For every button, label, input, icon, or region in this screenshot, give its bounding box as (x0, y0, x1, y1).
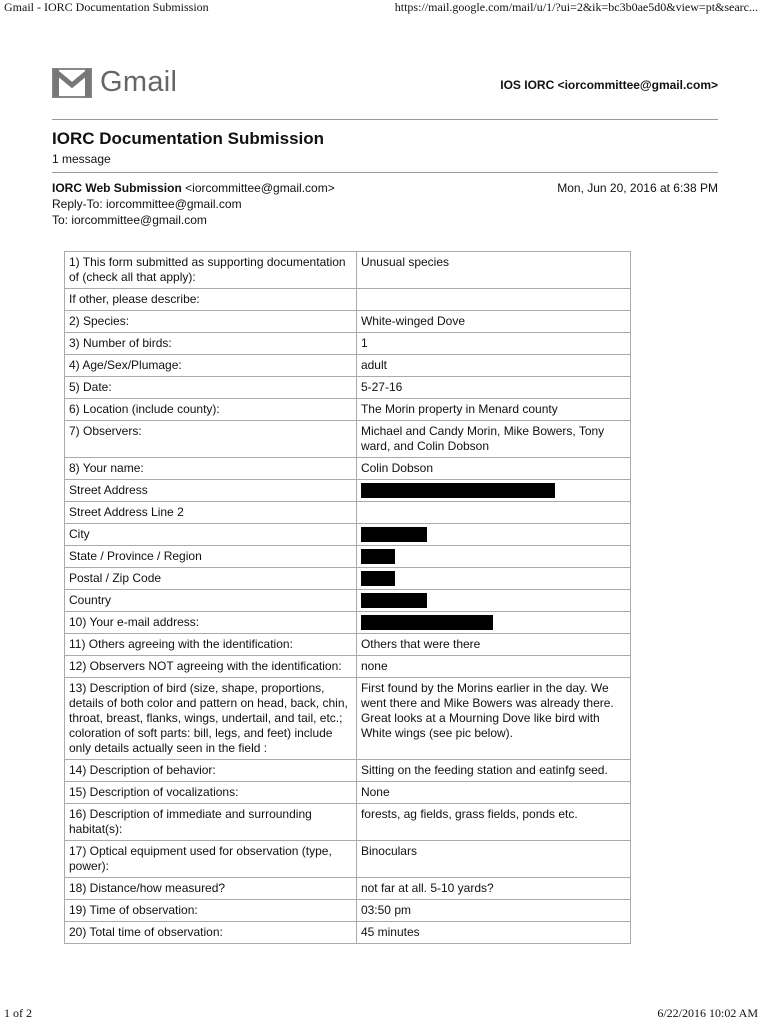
answer-cell: Colin Dobson (356, 458, 630, 480)
answer-cell: Sitting on the feeding station and eatinfg seed. (356, 760, 630, 782)
table-row (65, 900, 631, 922)
question-cell: 10) Your e-mail address: (65, 612, 357, 634)
answer-cell (356, 546, 630, 568)
table-row (65, 480, 631, 502)
answer-cell: 03:50 pm (356, 900, 630, 922)
message-count: 1 message (52, 152, 111, 166)
question-cell: Street Address Line 2 (65, 502, 357, 524)
answer-cell: 5-27-16 (356, 377, 630, 399)
table-row (65, 546, 631, 568)
account-label: IOS IORC <iorcommittee@gmail.com> (500, 78, 718, 92)
gmail-wordmark: Gmail (100, 66, 178, 98)
question-cell: Street Address (65, 480, 357, 502)
question-cell: 16) Description of immediate and surrounding habitat(s): (65, 804, 357, 841)
question-cell: 14) Description of behavior: (65, 760, 357, 782)
redaction-block (361, 615, 493, 630)
table-row (65, 760, 631, 782)
question-cell: State / Province / Region (65, 546, 357, 568)
redaction-block (361, 571, 395, 586)
table-row (65, 252, 631, 289)
gmail-m-icon (52, 68, 92, 98)
question-cell: 7) Observers: (65, 421, 357, 458)
question-cell: 1) This form submitted as supporting documentation of (check all that apply): (65, 252, 357, 289)
question-cell: 5) Date: (65, 377, 357, 399)
question-cell: 12) Observers NOT agreeing with the identification: (65, 656, 357, 678)
sender-email: <iorcommittee@gmail.com> (185, 181, 335, 195)
redaction-block (361, 527, 427, 542)
question-cell: If other, please describe: (65, 289, 357, 311)
answer-cell (356, 568, 630, 590)
thread-subject: IORC Documentation Submission (52, 129, 325, 148)
table-row (65, 524, 631, 546)
question-cell: 6) Location (include county): (65, 399, 357, 421)
table-row (65, 502, 631, 524)
answer-cell: White-winged Dove (356, 311, 630, 333)
answer-cell (356, 524, 630, 546)
message-meta (52, 180, 718, 228)
question-cell: 11) Others agreeing with the identification: (65, 634, 357, 656)
table-row (65, 804, 631, 841)
to-recipient: To: iorcommittee@gmail.com (52, 213, 207, 227)
question-cell: 3) Number of birds: (65, 333, 357, 355)
answer-cell: none (356, 656, 630, 678)
table-row (65, 878, 631, 900)
message-date: Mon, Jun 20, 2016 at 6:38 PM (557, 181, 718, 195)
answer-cell (356, 289, 630, 311)
answer-cell: 1 (356, 333, 630, 355)
answer-cell: Michael and Candy Morin, Mike Bowers, Tony ward, and Colin Dobson (356, 421, 630, 458)
table-row (65, 782, 631, 804)
answer-cell: Unusual species (356, 252, 630, 289)
table-row (65, 289, 631, 311)
redaction-block (361, 549, 395, 564)
question-cell: Postal / Zip Code (65, 568, 357, 590)
answer-cell: The Morin property in Menard county (356, 399, 630, 421)
question-cell: 13) Description of bird (size, shape, proportions, details of both color and pattern on head, back, chin, throat, breast, flanks, wings, undertail, and tail, etc.; coloration of soft parts: bill, legs, and feet) include only details actually seen in the field : (65, 678, 357, 760)
table-row (65, 568, 631, 590)
table-row (65, 399, 631, 421)
table-row (65, 355, 631, 377)
redaction-block (361, 593, 427, 608)
submission-table (64, 251, 631, 944)
answer-cell: First found by the Morins earlier in the day. We went there and Mike Bowers was already there. Great looks at a Mourning Dove like bird with White wings (see pic below). (356, 678, 630, 760)
gmail-header (52, 66, 718, 106)
table-row (65, 590, 631, 612)
question-cell: Country (65, 590, 357, 612)
question-cell: 2) Species: (65, 311, 357, 333)
answer-cell (356, 502, 630, 524)
question-cell: City (65, 524, 357, 546)
answer-cell: forests, ag fields, grass fields, ponds etc. (356, 804, 630, 841)
gmail-logo (52, 66, 177, 99)
divider (52, 119, 718, 120)
print-page-title: Gmail - IORC Documentation Submission (4, 0, 209, 14)
answer-cell: not far at all. 5-10 yards? (356, 878, 630, 900)
answer-cell: adult (356, 355, 630, 377)
table-row (65, 421, 631, 458)
page-number: 1 of 2 (4, 1006, 32, 1020)
table-row (65, 333, 631, 355)
sender-name: IORC Web Submission (52, 181, 182, 195)
answer-cell: 45 minutes (356, 922, 630, 944)
question-cell: 18) Distance/how measured? (65, 878, 357, 900)
print-footer (0, 1006, 770, 1024)
question-cell: 20) Total time of observation: (65, 922, 357, 944)
reply-to: Reply-To: iorcommittee@gmail.com (52, 197, 242, 211)
question-cell: 8) Your name: (65, 458, 357, 480)
answer-cell: None (356, 782, 630, 804)
table-row (65, 311, 631, 333)
answer-cell: Others that were there (356, 634, 630, 656)
table-row (65, 612, 631, 634)
answer-cell: Binoculars (356, 841, 630, 878)
table-row (65, 377, 631, 399)
table-row (65, 922, 631, 944)
answer-cell (356, 612, 630, 634)
question-cell: 17) Optical equipment used for observation (type, power): (65, 841, 357, 878)
table-row (65, 458, 631, 480)
print-header (0, 0, 770, 18)
answer-cell (356, 590, 630, 612)
divider (52, 172, 718, 173)
table-row (65, 678, 631, 760)
question-cell: 15) Description of vocalizations: (65, 782, 357, 804)
print-url: https://mail.google.com/mail/u/1/?ui=2&ik=bc3b0ae5d0&view=pt&searc... (394, 0, 758, 14)
table-row (65, 841, 631, 878)
question-cell: 19) Time of observation: (65, 900, 357, 922)
table-row (65, 634, 631, 656)
answer-cell (356, 480, 630, 502)
print-timestamp: 6/22/2016 10:02 AM (657, 1006, 758, 1020)
table-row (65, 656, 631, 678)
redaction-block (361, 483, 555, 498)
question-cell: 4) Age/Sex/Plumage: (65, 355, 357, 377)
